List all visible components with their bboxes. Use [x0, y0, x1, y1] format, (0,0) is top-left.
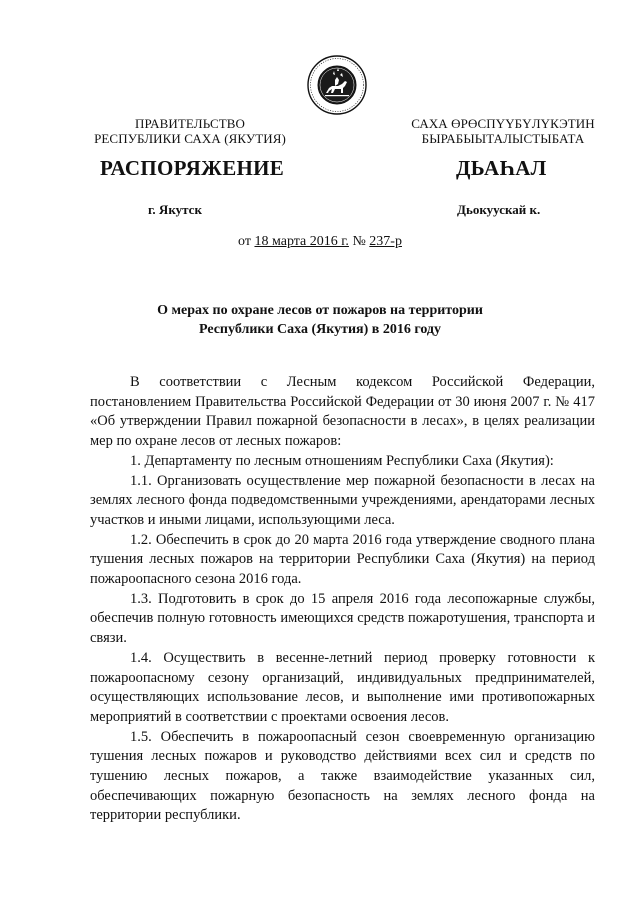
date-prefix: от — [238, 234, 255, 249]
city-yakut: Дьокуускай к. — [457, 202, 541, 217]
subject-line2: Республики Саха (Якутия) в 2016 году — [198, 322, 442, 337]
number-prefix: № — [348, 234, 370, 249]
paragraph-1-2: 1.2. Обеспечить в срок до 20 марта 2016 года утверждение сводного плана тушения лесных пожаров на территории Республики Саха (Якутия) на период пожароопасного сезона 2016 года. — [90, 531, 595, 588]
document-subject — [0, 301, 640, 339]
document-type-yakut: ДЬАҺАЛ — [456, 156, 547, 180]
subject-line1: О мерах по охране лесов от пожаров на территории — [157, 303, 483, 318]
paragraph-1-5: 1.5. Обеспечить в пожароопасный сезон своевременную организацию тушения лесных пожаров и руководство действиями всех сил и средств по тушению лесных пожаров, а также взаимодействие указанных сил, обеспечивающих пожарную безопасность на землях лесного фонда на территории республики. — [90, 728, 595, 824]
document-date: 18 марта 2016 г. — [254, 234, 349, 249]
government-name-yakut-line1: САХА ӨРӨСПҮҮБҮЛҮКЭТИН — [411, 116, 595, 131]
document-body — [90, 373, 595, 826]
government-name-yakut — [398, 116, 608, 146]
city-russian: г. Якутск — [148, 202, 202, 217]
government-name-line2: РЕСПУБЛИКИ САХА (ЯКУТИЯ) — [94, 131, 286, 146]
document-number: 237-р — [369, 234, 402, 249]
paragraph-1: 1. Департаменту по лесным отношениям Республики Саха (Якутия): — [130, 452, 554, 469]
government-name-line1: ПРАВИТЕЛЬСТВО — [134, 116, 246, 131]
government-name-russian — [80, 116, 300, 146]
document-type-russian: РАСПОРЯЖЕНИЕ — [100, 156, 285, 180]
government-name-yakut-line2: БЫРАБЫЫТАЛЫСТЫБАТА — [421, 131, 585, 146]
paragraph-1-4: 1.4. Осуществить в весенне-летний период проверку готовности к пожароопасному сезону организаций, индивидуальных предпринимателей, осуществляющих использование лесов, и выполнение ими противопожарных мероприятий в соответствии с проектами освоения лесов. — [90, 649, 595, 725]
document-date-number — [0, 234, 640, 250]
coat-of-arms-icon — [307, 55, 367, 115]
paragraph-preamble: В соответствии с Лесным кодексом Российской Федерации, постановлением Правительства Российской Федерации от 30 июня 2007 г. № 417 «Об утверждении Правил пожарной безопасности в лесах», в целях реализации мер по охране лесов от лесных пожаров: — [90, 374, 595, 450]
paragraph-1-3: 1.3. Подготовить в срок до 15 апреля 2016 года лесопожарные службы, обеспечив полную готовность имеющихся средств пожаротушения, транспорта и связи. — [90, 590, 595, 647]
paragraph-1-1: 1.1. Организовать осуществление мер пожарной безопасности в лесах на землях лесного фонда подведомственными учреждениями, арендаторами лесных участков и иными лицами, использующими леса. — [90, 472, 595, 528]
